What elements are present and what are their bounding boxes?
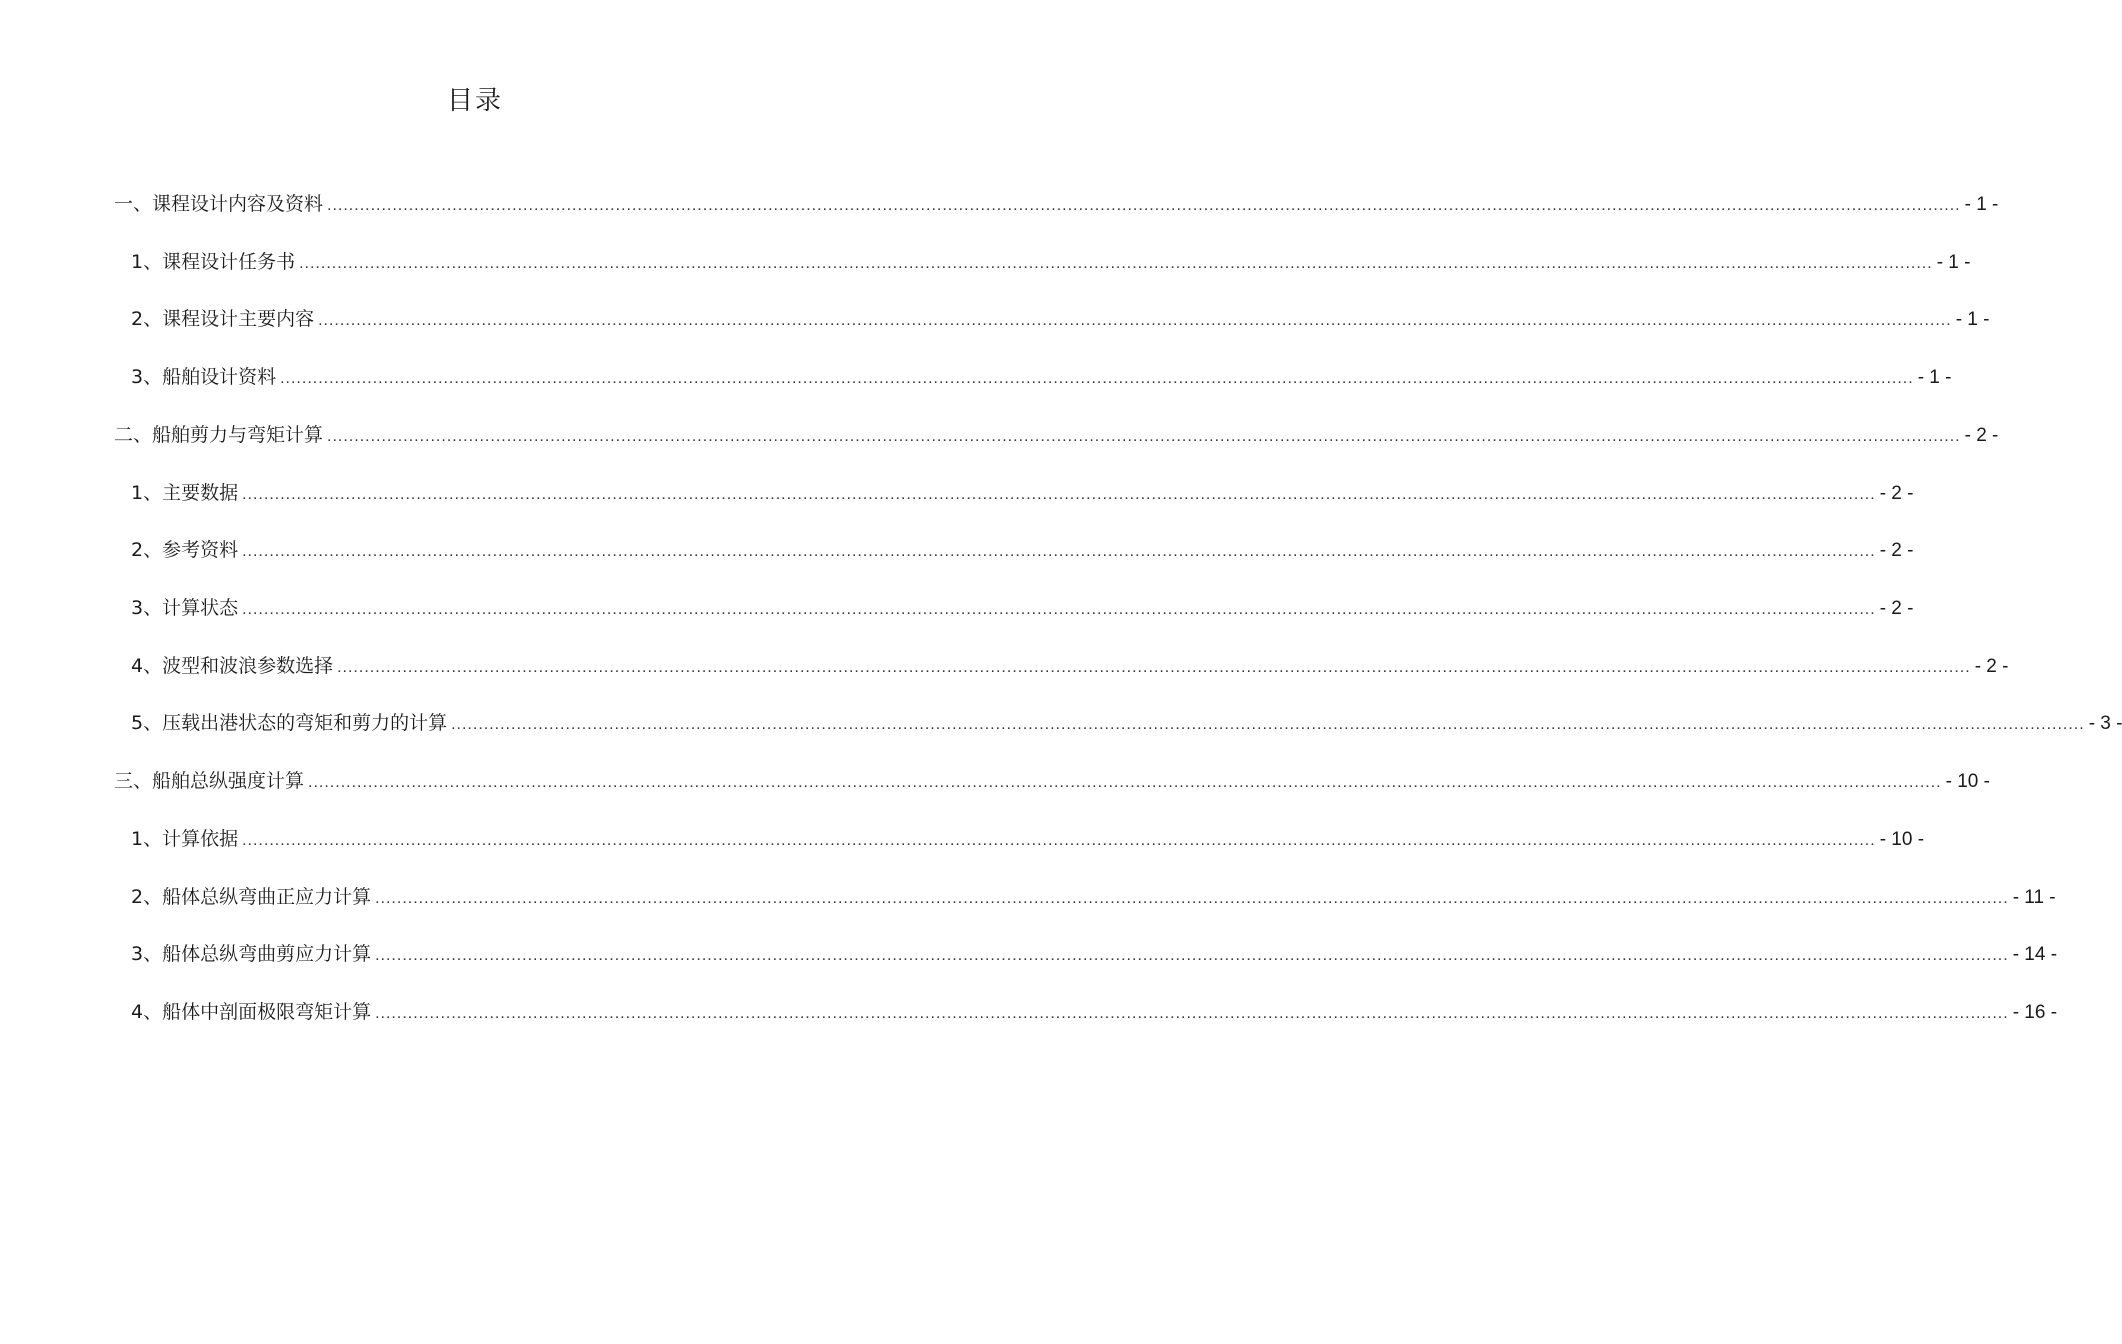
toc-entry-text: 4、船体中剖面极限弯矩计算 — [131, 1001, 372, 1023]
toc-entry-page: - 3 - — [2088, 713, 2122, 735]
toc-entry-text: 5、压载出港状态的弯矩和剪力的计算 — [131, 712, 448, 735]
toc-entry-1-1[interactable] — [131, 247, 1971, 277]
toc-leader-dots: ............................................................................................................................................................................................................................................................................................................ — [242, 485, 1876, 503]
toc-entry-1-2[interactable] — [131, 304, 1990, 334]
toc-entry-3-4[interactable] — [131, 997, 2058, 1027]
toc-entry-1-3[interactable] — [131, 362, 1952, 392]
toc-entry-text: 3、船体总纵弯曲剪应力计算 — [131, 943, 372, 966]
toc-leader-dots: ............................................................................................................................................................................................................................................................................................................ — [242, 831, 1876, 849]
toc-entry-2-4[interactable] — [131, 651, 2009, 681]
toc-entry-page: - 2 - — [1964, 424, 1999, 446]
toc-entry-3-2[interactable] — [131, 882, 2056, 912]
toc-entry-text: 3、计算状态 — [131, 597, 239, 619]
toc-entry-page: - 1 - — [1964, 194, 1999, 215]
toc-entry-page: - 1 - — [1936, 251, 1971, 273]
toc-leader-dots: ............................................................................................................................................................................................................................................................................................................ — [375, 1005, 2009, 1022]
toc-entry-3-1[interactable] — [131, 824, 1925, 854]
toc-leader-dots: ............................................................................................................................................................................................................................................................................................................ — [375, 947, 2009, 965]
toc-entry-page: - 16 - — [2012, 1002, 2058, 1023]
toc-leader-dots: ............................................................................................................................................................................................................................................................................................................ — [242, 601, 1876, 618]
toc-entry-text: 1、计算依据 — [131, 827, 239, 850]
toc-entry-3-3[interactable] — [131, 939, 2058, 969]
toc-entry-text: 3、船舶设计资料 — [131, 366, 277, 389]
toc-leader-dots: ............................................................................................................................................................................................................................................................................................................ — [375, 889, 2009, 907]
toc-leader-dots: ............................................................................................................................................................................................................................................................................................................ — [327, 197, 1961, 214]
toc-entry-section-2[interactable] — [114, 420, 1999, 450]
toc-title: 目录 — [446, 86, 503, 116]
toc-leader-dots: ............................................................................................................................................................................................................................................................................................................ — [299, 254, 1933, 272]
toc-entry-text: 二、船舶剪力与弯矩计算 — [114, 423, 324, 446]
toc-entry-text: 2、课程设计主要内容 — [131, 308, 315, 331]
toc-entry-section-1[interactable] — [114, 189, 1999, 219]
toc-entry-section-3[interactable] — [114, 766, 1990, 796]
toc-entry-page: - 1 - — [1917, 367, 1952, 389]
toc-entry-page: - 2 - — [1974, 655, 2009, 677]
toc-entry-text: 1、课程设计任务书 — [131, 250, 296, 273]
toc-entry-page: - 2 - — [1879, 598, 1914, 619]
toc-leader-dots: ............................................................................................................................................................................................................................................................................................................ — [318, 312, 1952, 330]
toc-entry-text: 2、船体总纵弯曲正应力计算 — [131, 885, 372, 908]
toc-entry-text: 2、参考资料 — [131, 539, 239, 562]
toc-entry-page: - 14 - — [2012, 944, 2058, 966]
toc-leader-dots: ............................................................................................................................................................................................................................................................................................................ — [308, 774, 1942, 792]
toc-entry-page: - 11 - — [2012, 886, 2056, 908]
toc-leader-dots: ............................................................................................................................................................................................................................................................................................................ — [242, 543, 1876, 561]
toc-leader-dots: ............................................................................................................................................................................................................................................................................................................ — [337, 658, 1971, 676]
toc-leader-dots: ............................................................................................................................................................................................................................................................................................................ — [451, 716, 2085, 734]
toc-entry-text: 4、波型和波浪参数选择 — [131, 654, 334, 677]
toc-entry-text: 一、课程设计内容及资料 — [114, 193, 324, 215]
toc-entry-page: - 2 - — [1879, 482, 1914, 504]
toc-entry-page: - 10 - — [1879, 828, 1925, 850]
toc-entry-2-2[interactable] — [131, 535, 1914, 565]
toc-leader-dots: ............................................................................................................................................................................................................................................................................................................ — [327, 427, 1961, 445]
toc-entry-2-1[interactable] — [131, 478, 1914, 508]
toc-entry-text: 三、船舶总纵强度计算 — [114, 770, 305, 793]
toc-leader-dots: ............................................................................................................................................................................................................................................................................................................ — [280, 370, 1914, 388]
toc-entry-page: - 2 - — [1879, 540, 1914, 562]
toc-entry-page: - 10 - — [1945, 771, 1990, 793]
toc-entry-2-5[interactable] — [131, 708, 2122, 738]
toc-entry-page: - 1 - — [1955, 309, 1990, 331]
toc-entry-text: 1、主要数据 — [131, 481, 239, 504]
toc-entry-2-3[interactable] — [131, 593, 1914, 623]
